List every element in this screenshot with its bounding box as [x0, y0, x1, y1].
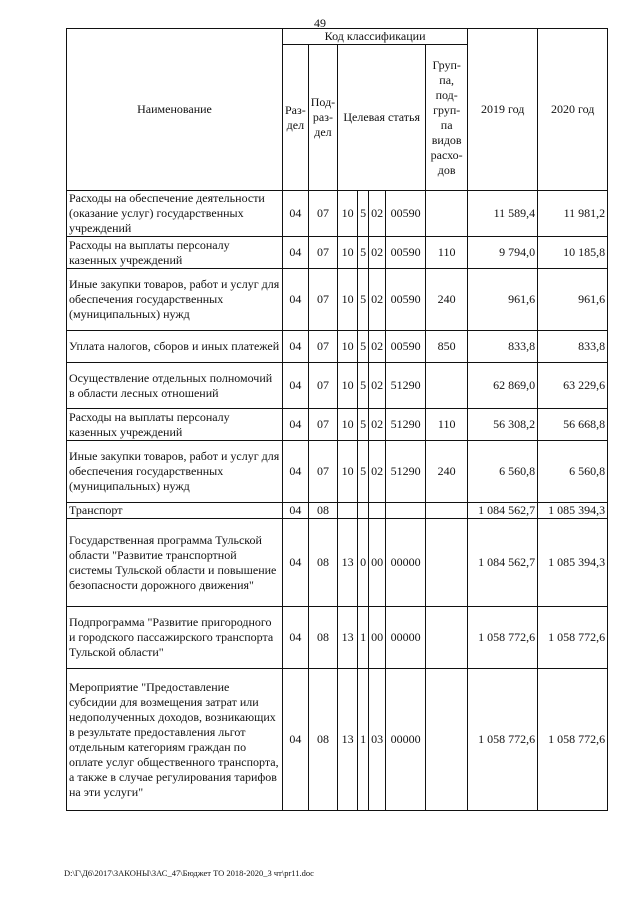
row-target-measure: 02 [369, 237, 386, 269]
table-row [67, 441, 608, 503]
row-section: 04 [283, 331, 309, 363]
row-target-measure: 02 [369, 441, 386, 503]
row-amount-2020: 56 668,8 [538, 409, 608, 441]
table-row [67, 237, 608, 269]
row-target-program: 10 [338, 331, 358, 363]
row-subsection: 07 [308, 269, 337, 331]
row-subsection: 07 [308, 191, 337, 237]
header-row-top [67, 29, 608, 45]
row-section: 04 [283, 519, 309, 607]
row-target-measure: 02 [369, 409, 386, 441]
row-target-direction: 00590 [386, 191, 426, 237]
row-subsection: 07 [308, 331, 337, 363]
row-amount-2020: 1 085 394,3 [538, 519, 608, 607]
row-target-program: 10 [338, 269, 358, 331]
row-name: Государственная программа Тульской области "Развитие транспортной системы Тульской области и повышение безопасности дорожного движения" [67, 519, 283, 607]
header-subsection: Под-раз-дел [308, 45, 337, 191]
row-expense-group: 240 [426, 269, 468, 331]
row-amount-2020: 1 058 772,6 [538, 669, 608, 811]
table-row [67, 607, 608, 669]
row-amount-2019: 1 058 772,6 [468, 607, 538, 669]
row-target-program [338, 503, 358, 519]
row-subsection: 07 [308, 237, 337, 269]
row-section: 04 [283, 669, 309, 811]
header-section: Раз-дел [283, 45, 309, 191]
row-amount-2019: 11 589,4 [468, 191, 538, 237]
row-target-subprogram: 1 [358, 607, 369, 669]
row-section: 04 [283, 441, 309, 503]
table-row [67, 669, 608, 811]
row-subsection: 08 [308, 503, 337, 519]
header-year-2020: 2020 год [538, 29, 608, 191]
row-target-direction: 00000 [386, 607, 426, 669]
row-expense-group [426, 363, 468, 409]
row-target-direction: 00590 [386, 331, 426, 363]
row-target-measure: 02 [369, 331, 386, 363]
row-amount-2020: 1 058 772,6 [538, 607, 608, 669]
row-amount-2019: 56 308,2 [468, 409, 538, 441]
row-amount-2020: 63 229,6 [538, 363, 608, 409]
row-subsection: 07 [308, 441, 337, 503]
row-section: 04 [283, 191, 309, 237]
row-amount-2020: 10 185,8 [538, 237, 608, 269]
row-expense-group [426, 607, 468, 669]
row-section: 04 [283, 503, 309, 519]
file-path-footer: D:\Г\Д6\2017\ЗАКОНЫ\ЗАС_47\Бюджет ТО 2018-2020_3 чт\pr11.doc [64, 868, 314, 878]
row-target-program: 13 [338, 669, 358, 811]
row-target-direction: 51290 [386, 363, 426, 409]
row-section: 04 [283, 607, 309, 669]
row-expense-group [426, 503, 468, 519]
row-name: Подпрограмма "Развитие пригородного и городского пассажирского транспорта Тульской области" [67, 607, 283, 669]
row-subsection: 08 [308, 607, 337, 669]
table-row [67, 269, 608, 331]
row-expense-group: 240 [426, 441, 468, 503]
budget-table [66, 28, 608, 811]
row-target-subprogram: 1 [358, 669, 369, 811]
table-row [67, 503, 608, 519]
row-target-program: 10 [338, 237, 358, 269]
table-row [67, 519, 608, 607]
row-name: Уплата налогов, сборов и иных платежей [67, 331, 283, 363]
row-expense-group [426, 191, 468, 237]
row-target-measure: 00 [369, 519, 386, 607]
row-target-measure: 03 [369, 669, 386, 811]
row-amount-2019: 1 084 562,7 [468, 519, 538, 607]
table-row [67, 409, 608, 441]
row-amount-2019: 833,8 [468, 331, 538, 363]
row-target-measure: 02 [369, 191, 386, 237]
row-name: Транспорт [67, 503, 283, 519]
row-target-program: 13 [338, 519, 358, 607]
row-target-measure: 02 [369, 363, 386, 409]
row-section: 04 [283, 409, 309, 441]
row-target-measure: 00 [369, 607, 386, 669]
row-target-program: 10 [338, 191, 358, 237]
row-target-direction [386, 503, 426, 519]
row-target-subprogram: 5 [358, 191, 369, 237]
row-subsection: 08 [308, 519, 337, 607]
table-row [67, 331, 608, 363]
row-name: Иные закупки товаров, работ и услуг для обеспечения государственных (муниципальных) нужд [67, 441, 283, 503]
header-target-article: Целевая статья [338, 45, 426, 191]
row-target-subprogram: 0 [358, 519, 369, 607]
row-name: Осуществление отдельных полномочий в области лесных отношений [67, 363, 283, 409]
row-amount-2020: 1 085 394,3 [538, 503, 608, 519]
row-target-subprogram: 5 [358, 331, 369, 363]
row-expense-group [426, 669, 468, 811]
row-name: Расходы на выплаты персоналу казенных учреждений [67, 409, 283, 441]
row-name: Расходы на обеспечение деятельности (оказание услуг) государственных учреждений [67, 191, 283, 237]
row-amount-2019: 6 560,8 [468, 441, 538, 503]
row-subsection: 08 [308, 669, 337, 811]
row-target-subprogram: 5 [358, 441, 369, 503]
row-expense-group: 850 [426, 331, 468, 363]
row-subsection: 07 [308, 363, 337, 409]
row-target-subprogram: 5 [358, 237, 369, 269]
row-target-program: 10 [338, 363, 358, 409]
row-target-subprogram: 5 [358, 269, 369, 331]
row-expense-group: 110 [426, 237, 468, 269]
table-row [67, 191, 608, 237]
row-amount-2019: 9 794,0 [468, 237, 538, 269]
row-amount-2019: 1 058 772,6 [468, 669, 538, 811]
row-target-program: 10 [338, 409, 358, 441]
row-subsection: 07 [308, 409, 337, 441]
row-section: 04 [283, 363, 309, 409]
page-number: 49 [314, 16, 326, 30]
row-target-measure [369, 503, 386, 519]
row-target-measure: 02 [369, 269, 386, 331]
row-target-subprogram [358, 503, 369, 519]
header-classification-code: Код классификации [283, 29, 468, 45]
row-section: 04 [283, 237, 309, 269]
row-expense-group: 110 [426, 409, 468, 441]
row-target-direction: 00000 [386, 519, 426, 607]
row-target-direction: 51290 [386, 441, 426, 503]
row-name: Иные закупки товаров, работ и услуг для обеспечения государственных (муниципальных) нужд [67, 269, 283, 331]
row-amount-2019: 961,6 [468, 269, 538, 331]
row-target-direction: 00590 [386, 237, 426, 269]
row-amount-2019: 1 084 562,7 [468, 503, 538, 519]
row-target-direction: 00000 [386, 669, 426, 811]
table-row [67, 363, 608, 409]
row-amount-2020: 833,8 [538, 331, 608, 363]
row-target-subprogram: 5 [358, 409, 369, 441]
row-amount-2019: 62 869,0 [468, 363, 538, 409]
row-name: Мероприятие "Предоставление субсидии для возмещения затрат или недополученных доходов, возникающих в результате предоставления льгот отдельным категориям граждан по оплате услуг общественного транспорта, а также в случае регулирования тарифов на эти услуги" [67, 669, 283, 811]
row-target-program: 13 [338, 607, 358, 669]
header-expense-group: Груп-па, под-груп-па видов расхо-дов [426, 45, 468, 191]
header-name: Наименование [67, 29, 283, 191]
row-name: Расходы на выплаты персоналу казенных учреждений [67, 237, 283, 269]
row-target-direction: 00590 [386, 269, 426, 331]
row-expense-group [426, 519, 468, 607]
row-target-program: 10 [338, 441, 358, 503]
row-section: 04 [283, 269, 309, 331]
row-amount-2020: 6 560,8 [538, 441, 608, 503]
row-target-subprogram: 5 [358, 363, 369, 409]
row-target-direction: 51290 [386, 409, 426, 441]
row-amount-2020: 11 981,2 [538, 191, 608, 237]
header-year-2019: 2019 год [468, 29, 538, 191]
row-amount-2020: 961,6 [538, 269, 608, 331]
